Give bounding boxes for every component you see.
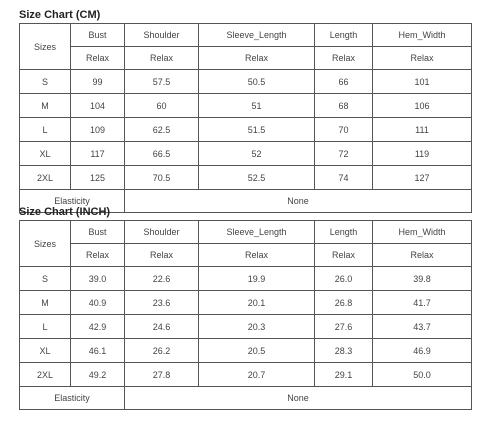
value-cell: 43.7	[373, 315, 472, 339]
column-header-bust: Bust	[71, 221, 125, 244]
fit-cell: Relax	[199, 47, 315, 70]
value-cell: 66	[315, 70, 373, 94]
value-cell: 57.5	[125, 70, 199, 94]
fit-cell: Relax	[71, 244, 125, 267]
size-label-cell: 2XL	[20, 363, 71, 387]
elasticity-value: None	[125, 387, 472, 410]
fit-cell: Relax	[125, 47, 199, 70]
value-cell: 52.5	[199, 166, 315, 190]
value-cell: 72	[315, 142, 373, 166]
column-header-sleeve-length: Sleeve_Length	[199, 221, 315, 244]
size-label-cell: L	[20, 315, 71, 339]
value-cell: 26.8	[315, 291, 373, 315]
value-cell: 28.3	[315, 339, 373, 363]
value-cell: 51	[199, 94, 315, 118]
value-cell: 119	[373, 142, 472, 166]
value-cell: 41.7	[373, 291, 472, 315]
value-cell: 24.6	[125, 315, 199, 339]
column-header-hem-width: Hem_Width	[373, 24, 472, 47]
size-label-cell: M	[20, 291, 71, 315]
size-chart-cm-title: Size Chart (CM)	[19, 9, 101, 21]
table-row	[20, 94, 472, 118]
fit-cell: Relax	[373, 244, 472, 267]
value-cell: 46.9	[373, 339, 472, 363]
size-label-cell: S	[20, 267, 71, 291]
value-cell: 66.5	[125, 142, 199, 166]
value-cell: 70.5	[125, 166, 199, 190]
value-cell: 20.3	[199, 315, 315, 339]
table-header-row	[20, 221, 472, 244]
fit-row	[20, 47, 472, 70]
value-cell: 74	[315, 166, 373, 190]
value-cell: 60	[125, 94, 199, 118]
column-header-length: Length	[315, 24, 373, 47]
value-cell: 127	[373, 166, 472, 190]
value-cell: 29.1	[315, 363, 373, 387]
fit-cell: Relax	[125, 244, 199, 267]
table-row	[20, 315, 472, 339]
column-header-length: Length	[315, 221, 373, 244]
value-cell: 99	[71, 70, 125, 94]
value-cell: 125	[71, 166, 125, 190]
size-chart-inch-table	[19, 220, 472, 410]
value-cell: 70	[315, 118, 373, 142]
elasticity-row	[20, 387, 472, 410]
fit-row	[20, 244, 472, 267]
column-header-hem-width: Hem_Width	[373, 221, 472, 244]
fit-cell: Relax	[373, 47, 472, 70]
elasticity-label: Elasticity	[20, 387, 125, 410]
fit-cell: Relax	[315, 47, 373, 70]
column-header-shoulder: Shoulder	[125, 24, 199, 47]
value-cell: 52	[199, 142, 315, 166]
size-label-cell: 2XL	[20, 166, 71, 190]
column-header-bust: Bust	[71, 24, 125, 47]
table-row	[20, 118, 472, 142]
sizes-header-cell: Sizes	[20, 221, 71, 267]
value-cell: 46.1	[71, 339, 125, 363]
value-cell: 106	[373, 94, 472, 118]
elasticity-label: Elasticity	[20, 190, 125, 213]
sizes-header-cell: Sizes	[20, 24, 71, 70]
value-cell: 101	[373, 70, 472, 94]
value-cell: 50.5	[199, 70, 315, 94]
size-label-cell: S	[20, 70, 71, 94]
size-chart-cm-table	[19, 23, 472, 213]
table-row	[20, 166, 472, 190]
value-cell: 20.1	[199, 291, 315, 315]
table-header-row	[20, 24, 472, 47]
size-label-cell: XL	[20, 142, 71, 166]
value-cell: 27.8	[125, 363, 199, 387]
value-cell: 39.0	[71, 267, 125, 291]
table-row	[20, 363, 472, 387]
size-label-cell: L	[20, 118, 71, 142]
table-row	[20, 142, 472, 166]
value-cell: 20.5	[199, 339, 315, 363]
elasticity-value: None	[125, 190, 472, 213]
column-header-sleeve-length: Sleeve_Length	[199, 24, 315, 47]
value-cell: 109	[71, 118, 125, 142]
value-cell: 111	[373, 118, 472, 142]
value-cell: 117	[71, 142, 125, 166]
table-row	[20, 339, 472, 363]
value-cell: 23.6	[125, 291, 199, 315]
value-cell: 19.9	[199, 267, 315, 291]
value-cell: 22.6	[125, 267, 199, 291]
value-cell: 42.9	[71, 315, 125, 339]
value-cell: 20.7	[199, 363, 315, 387]
value-cell: 26.0	[315, 267, 373, 291]
table-row	[20, 291, 472, 315]
value-cell: 62.5	[125, 118, 199, 142]
value-cell: 50.0	[373, 363, 472, 387]
value-cell: 104	[71, 94, 125, 118]
size-chart-inch-title: Size Chart (INCH)	[19, 206, 111, 218]
table-row	[20, 70, 472, 94]
value-cell: 68	[315, 94, 373, 118]
value-cell: 49.2	[71, 363, 125, 387]
value-cell: 40.9	[71, 291, 125, 315]
fit-cell: Relax	[315, 244, 373, 267]
value-cell: 27.6	[315, 315, 373, 339]
table-row	[20, 267, 472, 291]
size-label-cell: XL	[20, 339, 71, 363]
column-header-shoulder: Shoulder	[125, 221, 199, 244]
fit-cell: Relax	[71, 47, 125, 70]
fit-cell: Relax	[199, 244, 315, 267]
value-cell: 51.5	[199, 118, 315, 142]
size-label-cell: M	[20, 94, 71, 118]
value-cell: 39.8	[373, 267, 472, 291]
value-cell: 26.2	[125, 339, 199, 363]
